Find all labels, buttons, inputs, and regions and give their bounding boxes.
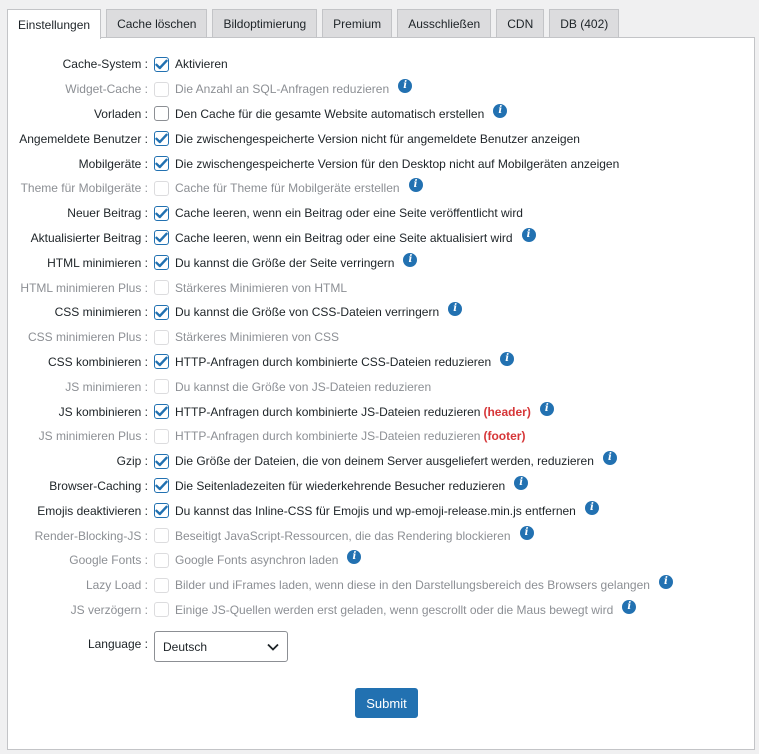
checkmark-icon bbox=[155, 232, 168, 243]
setting-row bbox=[8, 250, 754, 275]
setting-row bbox=[8, 52, 754, 77]
setting-description: Die Anzahl an SQL-Anfragen reduzieren bbox=[175, 82, 390, 97]
setting-row bbox=[8, 598, 754, 623]
setting-row bbox=[8, 474, 754, 499]
setting-checkbox[interactable] bbox=[154, 404, 169, 419]
setting-row bbox=[8, 77, 754, 102]
setting-checkbox[interactable] bbox=[154, 330, 169, 345]
language-row bbox=[8, 631, 754, 661]
info-icon[interactable]: i bbox=[398, 79, 412, 93]
settings-rows bbox=[8, 52, 754, 622]
info-icon[interactable]: i bbox=[659, 575, 673, 589]
info-icon[interactable]: i bbox=[409, 178, 423, 192]
setting-row bbox=[8, 449, 754, 474]
setting-checkbox[interactable] bbox=[154, 602, 169, 617]
setting-description: Stärkeres Minimieren von CSS bbox=[175, 330, 340, 345]
setting-label: JS minimieren : bbox=[65, 379, 148, 394]
setting-checkbox[interactable] bbox=[154, 57, 169, 72]
language-select[interactable] bbox=[154, 631, 288, 662]
setting-label: Emojis deaktivieren : bbox=[37, 503, 148, 518]
info-icon[interactable]: i bbox=[622, 600, 636, 614]
setting-checkbox[interactable] bbox=[154, 106, 169, 121]
setting-label: Widget-Cache : bbox=[65, 82, 148, 97]
checkmark-icon bbox=[155, 406, 168, 417]
checkmark-icon bbox=[155, 59, 168, 70]
setting-row bbox=[8, 399, 754, 424]
info-icon[interactable]: i bbox=[514, 476, 528, 490]
setting-row bbox=[8, 151, 754, 176]
setting-checkbox[interactable] bbox=[154, 379, 169, 394]
setting-row bbox=[8, 126, 754, 151]
setting-row bbox=[8, 350, 754, 375]
checkmark-icon bbox=[155, 456, 168, 467]
setting-description: Google Fonts asynchron laden bbox=[175, 553, 339, 568]
setting-label: Google Fonts : bbox=[69, 553, 148, 568]
setting-label: JS minimieren Plus : bbox=[38, 429, 148, 444]
setting-checkbox[interactable] bbox=[154, 255, 169, 270]
checkmark-icon bbox=[155, 133, 168, 144]
setting-description: Beseitigt JavaScript-Ressourcen, die das Rendering blockieren bbox=[175, 528, 511, 543]
setting-label: Lazy Load : bbox=[85, 578, 148, 593]
setting-checkbox[interactable] bbox=[154, 503, 169, 518]
setting-label: JS verzögern : bbox=[70, 602, 148, 617]
setting-row bbox=[8, 300, 754, 325]
setting-label: CSS kombinieren : bbox=[47, 354, 148, 369]
setting-checkbox[interactable] bbox=[154, 156, 169, 171]
setting-row bbox=[8, 498, 754, 523]
tab-ausschließen[interactable]: Ausschließen bbox=[397, 9, 491, 37]
setting-row bbox=[8, 226, 754, 251]
info-icon[interactable]: i bbox=[347, 550, 361, 564]
info-icon[interactable]: i bbox=[585, 501, 599, 515]
tab-bildoptimierung[interactable]: Bildoptimierung bbox=[212, 9, 317, 37]
chevron-down-icon bbox=[267, 643, 279, 651]
checkmark-icon bbox=[155, 480, 168, 491]
language-label: Language : bbox=[87, 637, 148, 651]
setting-label: Mobilgeräte : bbox=[78, 156, 148, 171]
checkmark-icon bbox=[155, 208, 168, 219]
setting-description: HTTP-Anfragen durch kombinierte JS-Dateien reduzieren bbox=[175, 404, 481, 419]
settings-panel bbox=[7, 37, 755, 750]
setting-label: Cache-System : bbox=[62, 57, 148, 72]
info-icon[interactable]: i bbox=[603, 451, 617, 465]
setting-label: Angemeldete Benutzer : bbox=[19, 131, 148, 146]
setting-checkbox[interactable] bbox=[154, 280, 169, 295]
checkmark-icon bbox=[155, 257, 168, 268]
setting-description: Die Seitenladezeiten für wiederkehrende Besucher reduzieren bbox=[175, 478, 506, 493]
tab-premium[interactable]: Premium bbox=[322, 9, 392, 37]
setting-checkbox[interactable] bbox=[154, 181, 169, 196]
setting-checkbox[interactable] bbox=[154, 429, 169, 444]
setting-row bbox=[8, 176, 754, 201]
setting-description: HTTP-Anfragen durch kombinierte JS-Dateien reduzieren bbox=[175, 429, 481, 444]
setting-label: CSS minimieren : bbox=[54, 305, 148, 320]
setting-label: Gzip : bbox=[116, 454, 148, 469]
setting-label: Browser-Caching : bbox=[49, 478, 148, 493]
setting-checkbox[interactable] bbox=[154, 578, 169, 593]
settings-tabs bbox=[7, 9, 619, 37]
setting-row bbox=[8, 325, 754, 350]
setting-checkbox[interactable] bbox=[154, 131, 169, 146]
setting-description: Cache leeren, wenn ein Beitrag oder eine Seite aktualisiert wird bbox=[175, 230, 513, 245]
setting-checkbox[interactable] bbox=[154, 528, 169, 543]
tab-db-402[interactable]: DB (402) bbox=[549, 9, 619, 37]
setting-label: CSS minimieren Plus : bbox=[27, 330, 148, 345]
setting-checkbox[interactable] bbox=[154, 230, 169, 245]
info-icon[interactable]: i bbox=[493, 104, 507, 118]
tab-einstellungen[interactable]: Einstellungen bbox=[7, 9, 101, 39]
setting-description: Du kannst die Größe von JS-Dateien reduzieren bbox=[175, 379, 432, 394]
setting-checkbox[interactable] bbox=[154, 82, 169, 97]
setting-description: Du kannst die Größe der Seite verringern bbox=[175, 255, 395, 270]
info-icon[interactable]: i bbox=[540, 402, 554, 416]
setting-label: HTML minimieren : bbox=[47, 255, 148, 270]
info-icon[interactable]: i bbox=[448, 302, 462, 316]
setting-description: Du kannst das Inline-CSS für Emojis und wp-emoji-release.min.js entfernen bbox=[175, 503, 576, 518]
setting-description: Aktivieren bbox=[175, 57, 228, 72]
tab-cdn[interactable]: CDN bbox=[496, 9, 544, 37]
setting-label: JS kombinieren : bbox=[58, 404, 148, 419]
info-icon[interactable]: i bbox=[522, 228, 536, 242]
setting-label: Neuer Beitrag : bbox=[67, 206, 148, 221]
setting-row bbox=[8, 573, 754, 598]
info-icon[interactable]: i bbox=[520, 526, 534, 540]
setting-description: Cache für Theme für Mobilgeräte erstellen bbox=[175, 181, 400, 196]
setting-checkbox[interactable] bbox=[154, 206, 169, 221]
setting-description: Stärkeres Minimieren von HTML bbox=[175, 280, 348, 295]
setting-description: Die Größe der Dateien, die von deinem Server ausgeliefert werden, reduzieren bbox=[175, 454, 594, 469]
info-icon[interactable]: i bbox=[403, 253, 417, 267]
checkmark-icon bbox=[155, 307, 168, 318]
setting-checkbox[interactable] bbox=[154, 354, 169, 369]
setting-description: Einige JS-Quellen werden erst geladen, wenn gescrollt oder die Maus bewegt wird bbox=[175, 602, 614, 617]
setting-row bbox=[8, 523, 754, 548]
setting-description: Die zwischengespeicherte Version für den Desktop nicht auf Mobilgeräten anzeigen bbox=[175, 156, 620, 171]
position-tag: (footer) bbox=[483, 429, 526, 444]
setting-row bbox=[8, 374, 754, 399]
setting-row bbox=[8, 548, 754, 573]
setting-description: Bilder und iFrames laden, wenn diese in den Darstellungsbereich des Browsers gelangen bbox=[175, 578, 650, 593]
setting-description: Cache leeren, wenn ein Beitrag oder eine Seite veröffentlicht wird bbox=[175, 206, 523, 221]
setting-checkbox[interactable] bbox=[154, 553, 169, 568]
setting-label: Vorladen : bbox=[93, 106, 148, 121]
info-icon[interactable]: i bbox=[500, 352, 514, 366]
setting-checkbox[interactable] bbox=[154, 454, 169, 469]
setting-description: HTTP-Anfragen durch kombinierte CSS-Dateien reduzieren bbox=[175, 354, 492, 369]
setting-description: Du kannst die Größe von CSS-Dateien verringern bbox=[175, 305, 440, 320]
submit-button[interactable]: Submit bbox=[355, 688, 418, 718]
checkmark-icon bbox=[155, 356, 168, 367]
checkmark-icon bbox=[155, 505, 168, 516]
setting-label: HTML minimieren Plus : bbox=[20, 280, 148, 295]
setting-description: Die zwischengespeicherte Version nicht für angemeldete Benutzer anzeigen bbox=[175, 131, 580, 146]
language-selected-value: Deutsch bbox=[163, 639, 208, 654]
setting-row bbox=[8, 424, 754, 449]
setting-description: Den Cache für die gesamte Website automatisch erstellen bbox=[175, 106, 485, 121]
setting-row bbox=[8, 102, 754, 127]
setting-checkbox[interactable] bbox=[154, 478, 169, 493]
setting-label: Aktualisierter Beitrag : bbox=[30, 230, 148, 245]
tab-cache-löschen[interactable]: Cache löschen bbox=[106, 9, 207, 37]
checkmark-icon bbox=[155, 158, 168, 169]
position-tag: (header) bbox=[483, 404, 531, 419]
setting-row bbox=[8, 201, 754, 226]
setting-checkbox[interactable] bbox=[154, 305, 169, 320]
setting-label: Render-Blocking-JS : bbox=[34, 528, 148, 543]
setting-label: Theme für Mobilgeräte : bbox=[20, 181, 148, 196]
setting-row bbox=[8, 275, 754, 300]
